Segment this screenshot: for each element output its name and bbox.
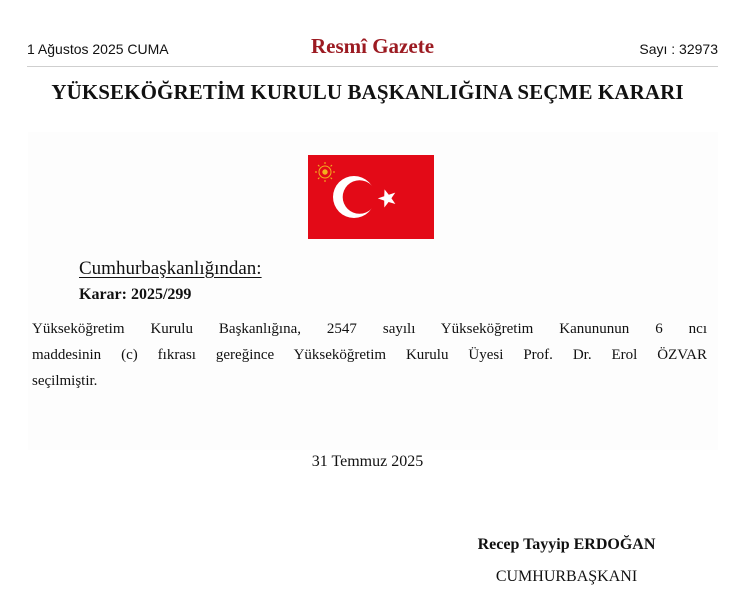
decision-date: 31 Temmuz 2025 bbox=[311, 453, 424, 470]
turkish-flag-icon bbox=[308, 155, 434, 239]
signatory-name: Recep Tayyip ERDOĞAN bbox=[477, 536, 656, 553]
issuer-heading: Cumhurbaşkanlığından: bbox=[79, 258, 262, 279]
document-title: YÜKSEKÖĞRETİM KURULU BAŞKANLIĞINA SEÇME KARARI bbox=[51, 80, 684, 104]
body-line: seçilmiştir. bbox=[32, 373, 98, 389]
signatory-title: CUMHURBAŞKANI bbox=[495, 568, 638, 585]
gazette-header bbox=[27, 34, 718, 64]
gazette-title: Resmî Gazete bbox=[310, 34, 435, 58]
publication-date: 1 Ağustos 2025 CUMA bbox=[27, 41, 169, 57]
decision-number: Karar: 2025/299 bbox=[79, 286, 192, 303]
body-line: maddesinin (c) fıkrası gereğince Yükseköğretim Kurulu Üyesi Prof. Dr. Erol ÖZVAR bbox=[32, 347, 707, 363]
body-line: Yükseköğretim Kurulu Başkanlığına, 2547 sayılı Yükseköğretim Kanununun 6 ncı bbox=[32, 321, 707, 337]
issue-number: Sayı : 32973 bbox=[639, 41, 718, 57]
header-divider bbox=[27, 66, 718, 67]
